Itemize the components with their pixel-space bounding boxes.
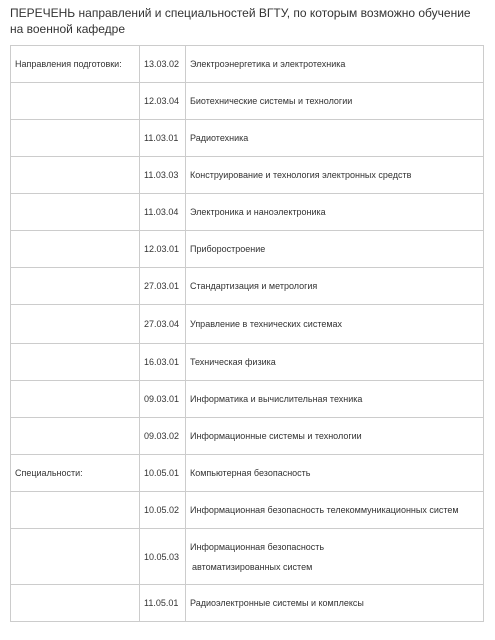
category-cell [11,585,140,622]
table-row [11,381,484,418]
table-row [11,585,484,622]
specialties-table [10,45,484,622]
name-cell: Техническая физика [186,344,484,381]
table-row [11,46,484,83]
code-cell: 16.03.01 [140,344,186,381]
table-row [11,344,484,381]
name-cell: Электроника и наноэлектроника [186,194,484,231]
table-row [11,194,484,231]
category-cell [11,418,140,455]
category-cell [11,120,140,157]
name-cell: Электроэнергетика и электротехника [186,46,484,83]
name-line-2: автоматизированных систем [192,561,313,572]
table-row [11,455,484,492]
code-cell: 11.03.03 [140,157,186,194]
name-cell: Компьютерная безопасность [186,455,484,492]
table-row [11,120,484,157]
category-cell [11,344,140,381]
table-row [11,157,484,194]
name-cell: Радиотехника [186,120,484,157]
name-cell: Информационная безопасность телекоммуникационных систем [186,492,484,529]
code-cell: 09.03.02 [140,418,186,455]
name-cell: Приборостроение [186,231,484,268]
name-cell [186,529,484,585]
code-cell: 11.03.04 [140,194,186,231]
category-cell: Специальности: [11,455,140,492]
code-cell: 11.05.01 [140,585,186,622]
name-cell: Биотехнические системы и технологии [186,83,484,120]
code-cell: 12.03.01 [140,231,186,268]
name-cell: Стандартизация и метрология [186,268,484,305]
name-cell: Информатика и вычислительная техника [186,381,484,418]
name-line-1: Информационная безопасность [190,541,325,552]
table-row [11,492,484,529]
table-row [11,529,484,585]
name-cell: Радиоэлектронные системы и комплексы [186,585,484,622]
table-row [11,305,484,344]
category-cell: Направления подготовки: [11,46,140,83]
table-row [11,418,484,455]
category-cell [11,157,140,194]
name-cell: Информационные системы и технологии [186,418,484,455]
code-cell: 11.03.01 [140,120,186,157]
code-cell: 27.03.04 [140,305,186,344]
category-cell [11,194,140,231]
code-cell: 09.03.01 [140,381,186,418]
code-cell: 27.03.01 [140,268,186,305]
table-row [11,231,484,268]
category-cell [11,381,140,418]
category-cell [11,492,140,529]
category-cell [11,305,140,344]
code-cell: 13.03.02 [140,46,186,83]
name-cell: Конструирование и технология электронных средств [186,157,484,194]
table-row [11,268,484,305]
category-cell [11,83,140,120]
category-cell [11,268,140,305]
category-cell [11,231,140,268]
code-cell: 10.05.02 [140,492,186,529]
table-row [11,83,484,120]
category-cell [11,529,140,585]
code-cell: 12.03.04 [140,83,186,120]
code-cell: 10.05.01 [140,455,186,492]
page-title: ПЕРЕЧЕНЬ направлений и специальностей ВГТУ, по которым возможно обучение на военной кафедре [10,6,471,36]
name-cell: Управление в технических системах [186,305,484,344]
code-cell: 10.05.03 [140,529,186,585]
